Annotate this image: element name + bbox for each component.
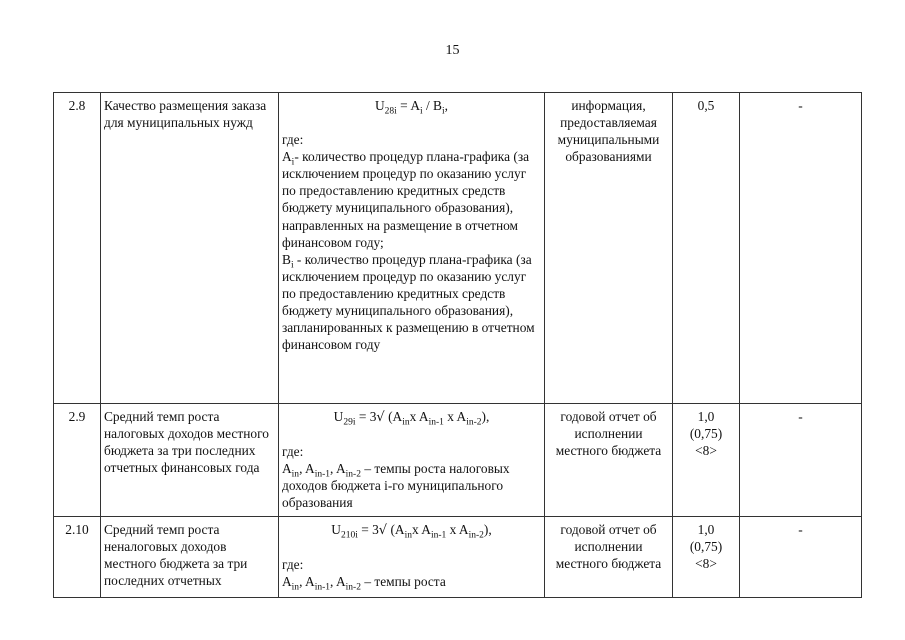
table-row: [54, 93, 862, 404]
formula-description: $A_i-$ количество процедур плана-графика (за исключением процедур по оказанию услуг по предоставлению кредитных средств бюджету муниципального образования), направленных на размещение в отчетном финансовом году;: [282, 149, 530, 250]
formula-description: $A_{in}$, $A_{in-1}$, $A_{in-2}$ – темпы роста налоговых доходов бюджета i-го муниципального образования: [282, 461, 510, 511]
note: -: [740, 404, 862, 517]
data-source: годовой отчет об исполнении местного бюджета: [545, 517, 673, 598]
where-label: где:: [282, 132, 304, 148]
weight-value: 1,0 (0,75) <8>: [673, 404, 740, 517]
note: -: [740, 93, 862, 404]
data-source: годовой отчет об исполнении местного бюджета: [545, 404, 673, 517]
row-number: 2.10: [54, 517, 101, 598]
table-row: [54, 404, 862, 517]
page-number: 15: [445, 43, 460, 58]
formula: $U_{210i} = 3√$ ($A_{in}x$ $A_{in-1}$ x $A_{in-2}$),: [331, 522, 492, 541]
row-number: 2.8: [54, 93, 101, 404]
root-sign-icon: √: [376, 410, 385, 425]
formula-description: $A_{in}$, $A_{in-1}$, $A_{in-2}$ – темпы роста: [282, 574, 446, 593]
table-row: [54, 517, 862, 598]
weight-value: 1,0 (0,75) <8>: [673, 517, 740, 598]
formula: $U_{29i} = 3√$ ($A_{in}x$ $A_{in-1}$ x $A_{in-2}$),: [333, 409, 490, 428]
where-label: где:: [282, 557, 304, 573]
data-source: информация, предоставляемая муниципальными образованиями: [545, 93, 673, 404]
indicator-name: Средний темп роста налоговых доходов местного бюджета за три последних отчетных финансовых года: [101, 404, 279, 517]
formula: $U_{28i} = A_i / B_i$,: [375, 98, 448, 117]
indicator-name: Качество размещения заказа для муниципальных нужд: [101, 93, 279, 404]
weight-value: 0,5: [673, 93, 740, 404]
row-number: 2.9: [54, 404, 101, 517]
indicator-name: Средний темп роста неналоговых доходов местного бюджета за три последних отчетных: [101, 517, 279, 598]
formula-cell: [279, 93, 545, 404]
root-sign-icon: √: [378, 523, 388, 538]
formula-cell: [279, 517, 545, 598]
formula-cell: [279, 404, 545, 517]
note: -: [740, 517, 862, 598]
formula-description: $B_i$ - количество процедур плана-графика (за исключением процедур по оказанию услуг по предоставлению кредитных средств бюджету муниципального образования), запланированных к размещению в отчетном финансовом году: [282, 251, 535, 353]
indicators-table: [53, 92, 862, 598]
where-label: где:: [282, 444, 304, 460]
